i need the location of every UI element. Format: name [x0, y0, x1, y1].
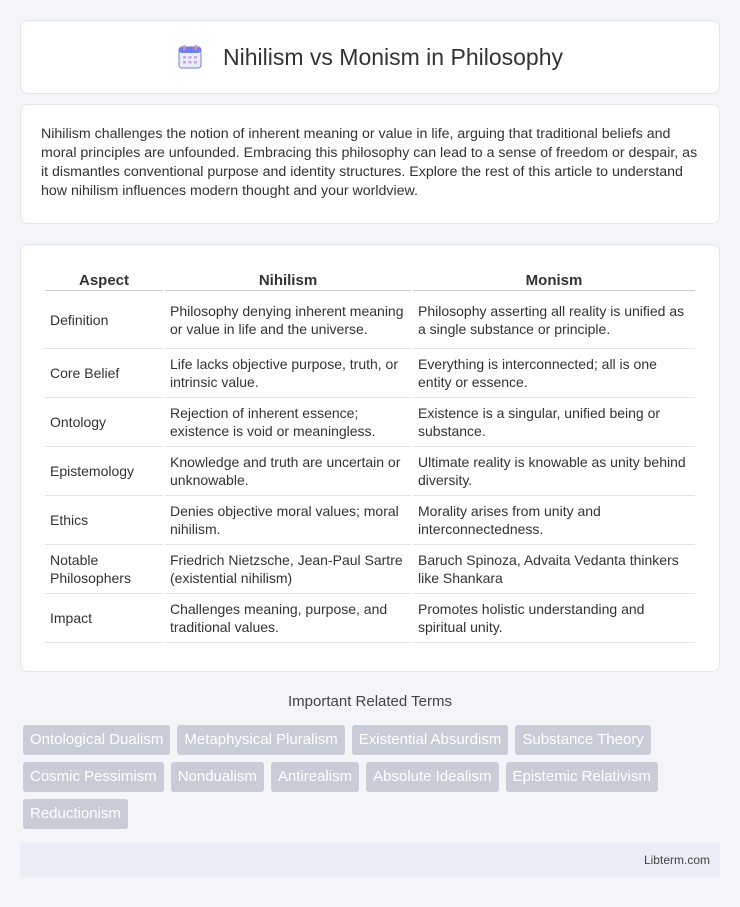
table-row — [45, 447, 695, 496]
table-row — [45, 398, 695, 447]
related-term-tag[interactable]: Antirealism — [271, 762, 359, 792]
aspect-cell: Impact — [45, 594, 163, 643]
aspect-cell: Core Belief — [45, 349, 163, 398]
monism-cell: Everything is interconnected; all is one entity or essence. — [413, 349, 695, 398]
footer — [20, 843, 720, 877]
table-header-row — [45, 265, 695, 291]
intro-text: Nihilism challenges the notion of inherent meaning or value in life, arguing that traditional beliefs and moral principles are unfounded. Embracing this philosophy can lead to a sense of freedom or despair, as it dismantles conventional purpose and identity structures. Explore the rest of this article to understand how nihilism influences modern thought and your worldview. — [41, 126, 698, 199]
monism-cell: Existence is a singular, unified being or substance. — [413, 398, 695, 447]
aspect-cell: Definition — [45, 291, 163, 349]
table-row — [45, 496, 695, 545]
monism-cell: Promotes holistic understanding and spiritual unity. — [413, 594, 695, 643]
nihilism-cell: Knowledge and truth are uncertain or unknowable. — [165, 447, 411, 496]
related-term-tag[interactable]: Nondualism — [171, 762, 264, 792]
header-monism: Monism — [413, 265, 695, 291]
page-title: Nihilism vs Monism in Philosophy — [223, 43, 563, 70]
nihilism-cell: Philosophy denying inherent meaning or value in life and the universe. — [165, 291, 411, 349]
aspect-cell: Epistemology — [45, 447, 163, 496]
nihilism-cell: Friedrich Nietzsche, Jean-Paul Sartre (existential nihilism) — [165, 545, 411, 594]
nihilism-cell: Denies objective moral values; moral nihilism. — [165, 496, 411, 545]
monism-cell: Philosophy asserting all reality is unified as a single substance or principle. — [413, 291, 695, 349]
related-term-tag[interactable]: Substance Theory — [515, 725, 650, 755]
table-row — [45, 545, 695, 594]
related-term-tag[interactable]: Epistemic Relativism — [506, 762, 658, 792]
comparison-table — [43, 265, 697, 643]
monism-cell: Baruch Spinoza, Advaita Vedanta thinkers like Shankara — [413, 545, 695, 594]
nihilism-cell: Rejection of inherent essence; existence is void or meaningless. — [165, 398, 411, 447]
nihilism-cell: Life lacks objective purpose, truth, or intrinsic value. — [165, 349, 411, 398]
footer-site-link[interactable]: Libterm.com — [643, 853, 710, 867]
header-card — [20, 20, 720, 94]
table-row — [45, 594, 695, 643]
header-aspect: Aspect — [45, 265, 163, 291]
nihilism-cell: Challenges meaning, purpose, and traditional values. — [165, 594, 411, 643]
related-term-tag[interactable]: Existential Absurdism — [352, 725, 509, 755]
related-term-tag[interactable]: Cosmic Pessimism — [23, 762, 164, 792]
aspect-cell: Notable Philosophers — [45, 545, 163, 594]
comparison-table-card — [20, 244, 720, 672]
calendar-icon — [177, 44, 203, 70]
monism-cell: Ultimate reality is knowable as unity behind diversity. — [413, 447, 695, 496]
monism-cell: Morality arises from unity and interconnectedness. — [413, 496, 695, 545]
related-terms-list — [23, 725, 723, 829]
related-term-tag[interactable]: Reductionism — [23, 799, 128, 829]
table-row — [45, 291, 695, 349]
related-term-tag[interactable]: Metaphysical Pluralism — [177, 725, 344, 755]
header-nihilism: Nihilism — [165, 265, 411, 291]
aspect-cell: Ethics — [45, 496, 163, 545]
related-terms-title: Important Related Terms — [288, 693, 452, 710]
aspect-cell: Ontology — [45, 398, 163, 447]
related-term-tag[interactable]: Absolute Idealism — [366, 762, 498, 792]
table-row — [45, 349, 695, 398]
intro-card — [20, 104, 720, 224]
related-term-tag[interactable]: Ontological Dualism — [23, 725, 170, 755]
